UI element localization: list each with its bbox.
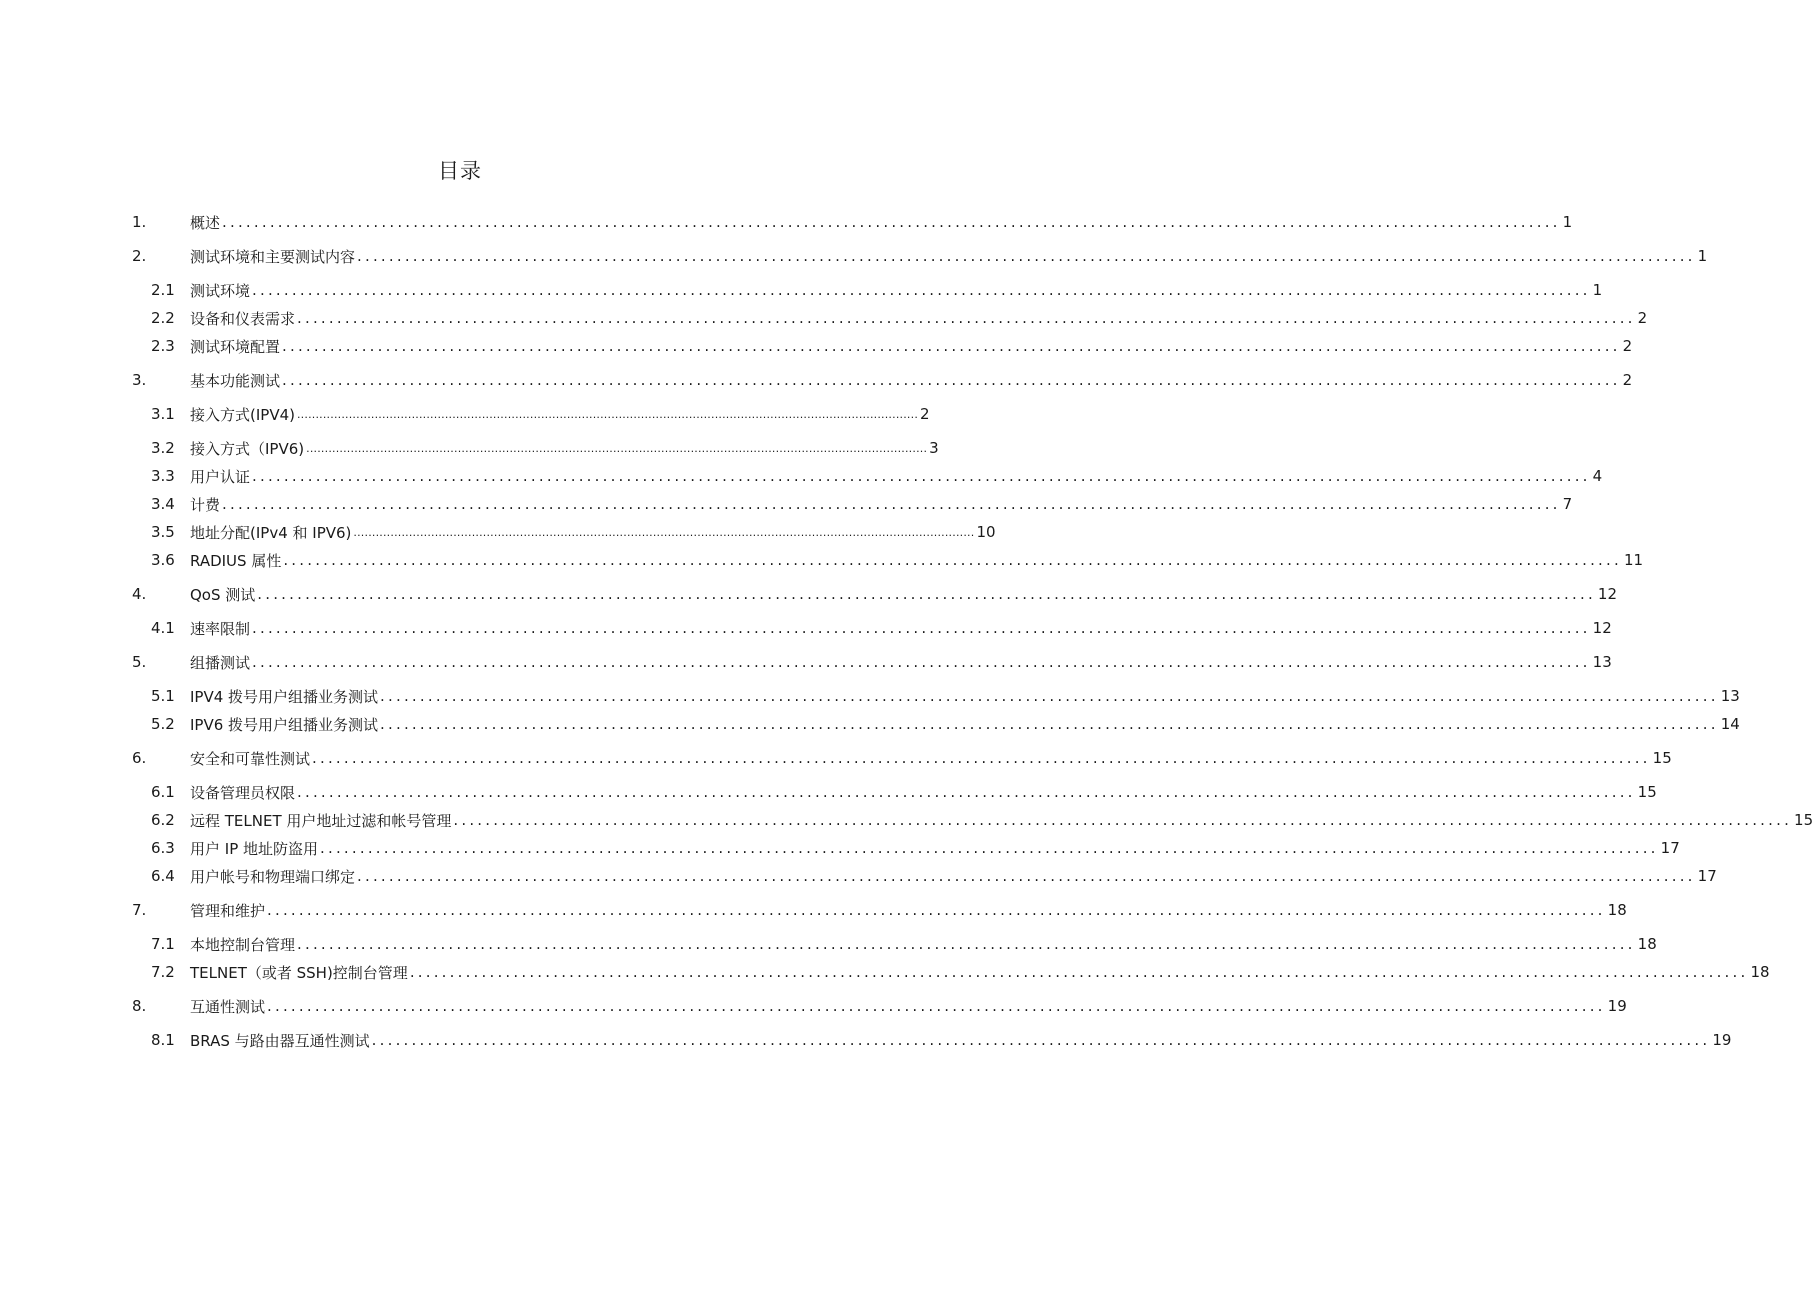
- toc-entry-page: 15: [1637, 783, 1657, 801]
- toc-entry-page: 2: [1622, 371, 1633, 389]
- toc-entry-page: 1: [1697, 247, 1708, 265]
- dot-leader: ........................................................................................................................................................................: [267, 901, 1606, 919]
- toc-entry-8[interactable]: [132, 992, 1627, 1020]
- dot-leader: ........................................................................................................................................................................: [297, 935, 1636, 953]
- table-of-contents: [132, 208, 1813, 1054]
- dot-leader: ........................................................................................................................................................................: [371, 1031, 1711, 1049]
- toc-entry-page: 17: [1660, 839, 1680, 857]
- toc-entry-number: 8.1: [151, 1031, 175, 1049]
- toc-entry-page: 7: [1562, 495, 1573, 513]
- toc-entry-page: 18: [1750, 963, 1770, 981]
- toc-entry-number: 6.1: [151, 783, 175, 801]
- toc-entry-7-2[interactable]: [132, 958, 1770, 986]
- toc-entry-text: 用户帐号和物理端口绑定: [190, 867, 356, 886]
- toc-entry-text: 设备和仪表需求: [190, 309, 296, 328]
- toc-entry-2[interactable]: [132, 242, 1708, 270]
- toc-entry-text: 基本功能测试: [190, 371, 281, 390]
- toc-entry-number: 4.: [132, 585, 147, 603]
- toc-entry-number: 8.: [132, 997, 147, 1015]
- toc-entry-text: 互通性测试: [190, 997, 266, 1016]
- toc-entry-3-6[interactable]: [132, 546, 1644, 574]
- toc-entry-number: 2.: [132, 247, 147, 265]
- toc-entry-text: 地址分配(IPv4 和 IPV6): [190, 523, 352, 542]
- toc-entry-page: 19: [1712, 1031, 1732, 1049]
- dot-leader: ........................................................................................................................................................................: [296, 408, 919, 421]
- toc-entry-2-2[interactable]: [132, 304, 1648, 332]
- toc-entry-page: 18: [1637, 935, 1657, 953]
- toc-entry-5-2[interactable]: [132, 710, 1740, 738]
- dot-leader: ........................................................................................................................................................................: [252, 467, 1591, 485]
- toc-entry-number: 3.2: [151, 439, 175, 457]
- toc-entry-text: RADIUS 属性: [190, 551, 282, 570]
- toc-entry-text: 管理和维护: [190, 901, 266, 920]
- toc-entry-page: 19: [1607, 997, 1627, 1015]
- toc-entry-5-1[interactable]: [132, 682, 1740, 710]
- dot-leader: ........................................................................................................................................................................: [257, 585, 1596, 603]
- toc-entry-number: 3.: [132, 371, 147, 389]
- toc-entry-number: 3.4: [151, 495, 175, 513]
- toc-entry-6[interactable]: [132, 744, 1672, 772]
- dot-leader: ........................................................................................................................................................................: [320, 839, 1659, 857]
- toc-entry-number: 2.2: [151, 309, 175, 327]
- toc-entry-page: 2: [1622, 337, 1633, 355]
- toc-entry-text: 设备管理员权限: [190, 783, 296, 802]
- toc-entry-number: 5.: [132, 653, 147, 671]
- toc-entry-2-3[interactable]: [132, 332, 1633, 360]
- toc-entry-number: 6.4: [151, 867, 175, 885]
- dot-leader: ........................................................................................................................................................................: [252, 619, 1591, 637]
- toc-entry-text: IPV4 拨号用户组播业务测试: [190, 687, 379, 706]
- toc-entry-5[interactable]: [132, 648, 1612, 676]
- toc-entry-number: 4.1: [151, 619, 175, 637]
- toc-entry-3-5[interactable]: [132, 518, 996, 546]
- dot-leader: ........................................................................................................................................................................: [282, 337, 1621, 355]
- toc-entry-text: TELNET（或者 SSH)控制台管理: [190, 963, 408, 982]
- toc-entry-page: 13: [1720, 687, 1740, 705]
- dot-leader: ........................................................................................................................................................................: [282, 371, 1621, 389]
- toc-entry-page: 14: [1720, 715, 1740, 733]
- toc-entry-3[interactable]: [132, 366, 1633, 394]
- toc-entry-6-3[interactable]: [132, 834, 1680, 862]
- toc-entry-number: 3.3: [151, 467, 175, 485]
- toc-entry-3-4[interactable]: [132, 490, 1573, 518]
- toc-entry-number: 3.1: [151, 405, 175, 423]
- toc-entry-number: 2.1: [151, 281, 175, 299]
- dot-leader: ........................................................................................................................................................................: [380, 687, 1719, 705]
- toc-entry-text: 组播测试: [190, 653, 251, 672]
- dot-leader: ........................................................................................................................................................................: [380, 715, 1719, 733]
- dot-leader: ........................................................................................................................................................................: [409, 963, 1749, 981]
- toc-entry-text: 本地控制台管理: [190, 935, 296, 954]
- toc-entry-number: 7.1: [151, 935, 175, 953]
- toc-entry-text: QoS 测试: [190, 585, 256, 604]
- toc-entry-number: 1.: [132, 213, 147, 231]
- toc-entry-text: 接入方式（IPV6): [190, 439, 305, 458]
- toc-entry-page: 2: [1637, 309, 1648, 327]
- toc-entry-page: 12: [1592, 619, 1612, 637]
- toc-entry-number: 5.2: [151, 715, 175, 733]
- toc-entry-6-1[interactable]: [132, 778, 1657, 806]
- toc-entry-number: 6.3: [151, 839, 175, 857]
- toc-entry-number: 5.1: [151, 687, 175, 705]
- toc-entry-text: 速率限制: [190, 619, 251, 638]
- toc-entry-text: 测试环境配置: [190, 337, 281, 356]
- toc-entry-text: 接入方式(IPV4): [190, 405, 295, 424]
- toc-entry-text: 用户 IP 地址防盗用: [190, 839, 319, 858]
- toc-entry-4-1[interactable]: [132, 614, 1612, 642]
- toc-entry-page: 3: [929, 439, 939, 457]
- toc-entry-text: 测试环境: [190, 281, 251, 300]
- toc-entry-3-1[interactable]: [132, 400, 930, 428]
- toc-entry-2-1[interactable]: [132, 276, 1603, 304]
- toc-entry-number: 7.: [132, 901, 147, 919]
- toc-entry-text: 概述: [190, 213, 221, 232]
- toc-entry-1[interactable]: [132, 208, 1573, 236]
- dot-leader: ........................................................................................................................................................................: [267, 997, 1606, 1015]
- toc-entry-text: 计费: [190, 495, 221, 514]
- toc-entry-page: 13: [1592, 653, 1612, 671]
- toc-title: 目录: [438, 159, 482, 183]
- dot-leader: ........................................................................................................................................................................: [283, 551, 1622, 569]
- dot-leader: ........................................................................................................................................................................: [297, 783, 1636, 801]
- toc-entry-8-1[interactable]: [132, 1026, 1732, 1054]
- toc-entry-number: 2.3: [151, 337, 175, 355]
- toc-entry-text: BRAS 与路由器互通性测试: [190, 1031, 370, 1050]
- toc-entry-page: 18: [1607, 901, 1627, 919]
- dot-leader: ........................................................................................................................................................................: [453, 811, 1793, 829]
- dot-leader: ........................................................................................................................................................................: [312, 749, 1651, 767]
- dot-leader: ........................................................................................................................................................................: [222, 495, 1561, 513]
- toc-entry-text: IPV6 拨号用户组播业务测试: [190, 715, 379, 734]
- toc-entry-text: 安全和可靠性测试: [190, 749, 311, 768]
- toc-entry-page: 1: [1592, 281, 1603, 299]
- toc-entry-number: 6.2: [151, 811, 175, 829]
- toc-entry-number: 6.: [132, 749, 147, 767]
- dot-leader: ........................................................................................................................................................................: [297, 309, 1636, 327]
- toc-entry-page: 15: [1652, 749, 1672, 767]
- toc-entry-number: 3.5: [151, 523, 175, 541]
- toc-entry-number: 7.2: [151, 963, 175, 981]
- toc-entry-page: 15: [1794, 811, 1813, 829]
- toc-entry-4[interactable]: [132, 580, 1618, 608]
- toc-entry-7-1[interactable]: [132, 930, 1657, 958]
- toc-entry-7[interactable]: [132, 896, 1627, 924]
- dot-leader: ........................................................................................................................................................................: [252, 653, 1591, 671]
- toc-entry-3-3[interactable]: [132, 462, 1603, 490]
- dot-leader: ........................................................................................................................................................................: [357, 247, 1696, 265]
- toc-entry-text: 测试环境和主要测试内容: [190, 247, 356, 266]
- dot-leader: ........................................................................................................................................................................: [252, 281, 1591, 299]
- toc-entry-text: 远程 TELNET 用户地址过滤和帐号管理: [190, 811, 452, 830]
- toc-entry-text: 用户认证: [190, 467, 251, 486]
- toc-entry-6-2[interactable]: [132, 806, 1813, 834]
- dot-leader: ........................................................................................................................................................................: [353, 526, 975, 539]
- toc-entry-page: 12: [1597, 585, 1618, 603]
- toc-entry-page: 17: [1697, 867, 1717, 885]
- dot-leader: ........................................................................................................................................................................: [357, 867, 1696, 885]
- toc-entry-page: 10: [976, 523, 996, 541]
- toc-entry-page: 2: [920, 405, 930, 423]
- toc-entry-6-4[interactable]: [132, 862, 1717, 890]
- toc-entry-page: 11: [1623, 551, 1644, 569]
- toc-entry-number: 3.6: [151, 551, 175, 569]
- toc-entry-3-2[interactable]: [132, 434, 939, 462]
- toc-entry-page: 4: [1592, 467, 1603, 485]
- dot-leader: ........................................................................................................................................................................: [222, 213, 1561, 231]
- toc-entry-page: 1: [1562, 213, 1573, 231]
- dot-leader: ........................................................................................................................................................................: [306, 442, 928, 455]
